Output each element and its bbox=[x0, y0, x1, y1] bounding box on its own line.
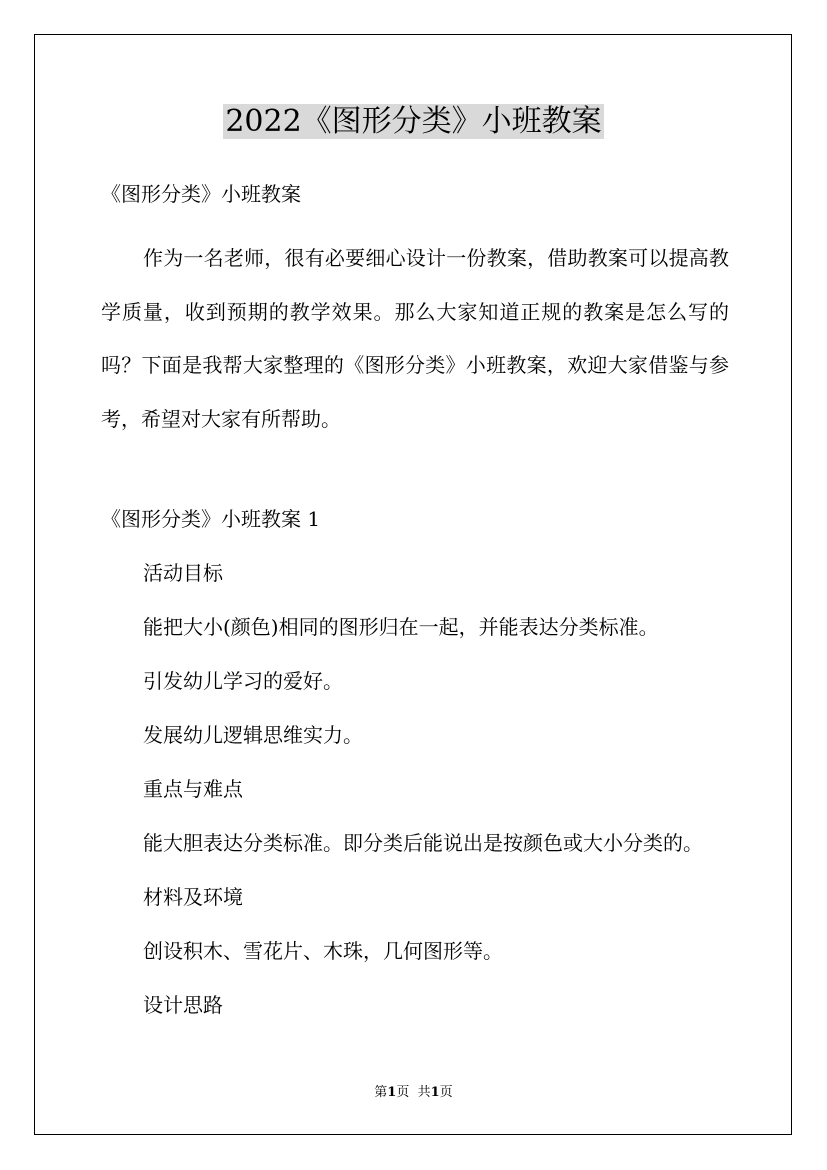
document-subtitle: 《图形分类》小班教案 bbox=[101, 182, 301, 206]
materials-text: 创设积木、雪花片、木珠，几何图形等。 bbox=[143, 939, 503, 963]
section-heading: 《图形分类》小班教案 1 bbox=[101, 507, 321, 531]
key-point-text: 能大胆表达分类标准。即分类后能说出是按颜色或大小分类的。 bbox=[143, 831, 703, 855]
heading-activity-goals: 活动目标 bbox=[143, 561, 223, 585]
footer-total-suffix: 页 bbox=[439, 1085, 453, 1100]
goal-item-1: 能把大小(颜色)相同的图形归在一起，并能表达分类标准。 bbox=[143, 615, 659, 639]
footer-page-prefix: 第 bbox=[374, 1085, 388, 1100]
page-footer bbox=[0, 1085, 827, 1101]
footer-page-number: 1 bbox=[387, 1085, 397, 1100]
footer-total-number: 1 bbox=[430, 1085, 440, 1100]
document-title-text: 2022《图形分类》小班教案 bbox=[225, 104, 602, 139]
footer-page-suffix: 页 bbox=[396, 1085, 410, 1100]
heading-key-points: 重点与难点 bbox=[143, 777, 243, 801]
heading-materials: 材料及环境 bbox=[143, 885, 243, 909]
goal-item-2: 引发幼儿学习的爱好。 bbox=[143, 669, 343, 693]
intro-paragraph: 作为一名老师，很有必要细心设计一份教案，借助教案可以提高教学质量，收到预期的教学效果。那么大家知道正规的教案是怎么写的吗？下面是我帮大家整理的《图形分类》小班教案，欢迎大家借鉴与参考，希望对大家有所帮助。 bbox=[101, 246, 729, 431]
document-title bbox=[0, 101, 827, 143]
goal-item-3: 发展幼儿逻辑思维实力。 bbox=[143, 723, 363, 747]
heading-design-ideas: 设计思路 bbox=[143, 993, 223, 1017]
footer-total-prefix: 共 bbox=[417, 1085, 431, 1100]
